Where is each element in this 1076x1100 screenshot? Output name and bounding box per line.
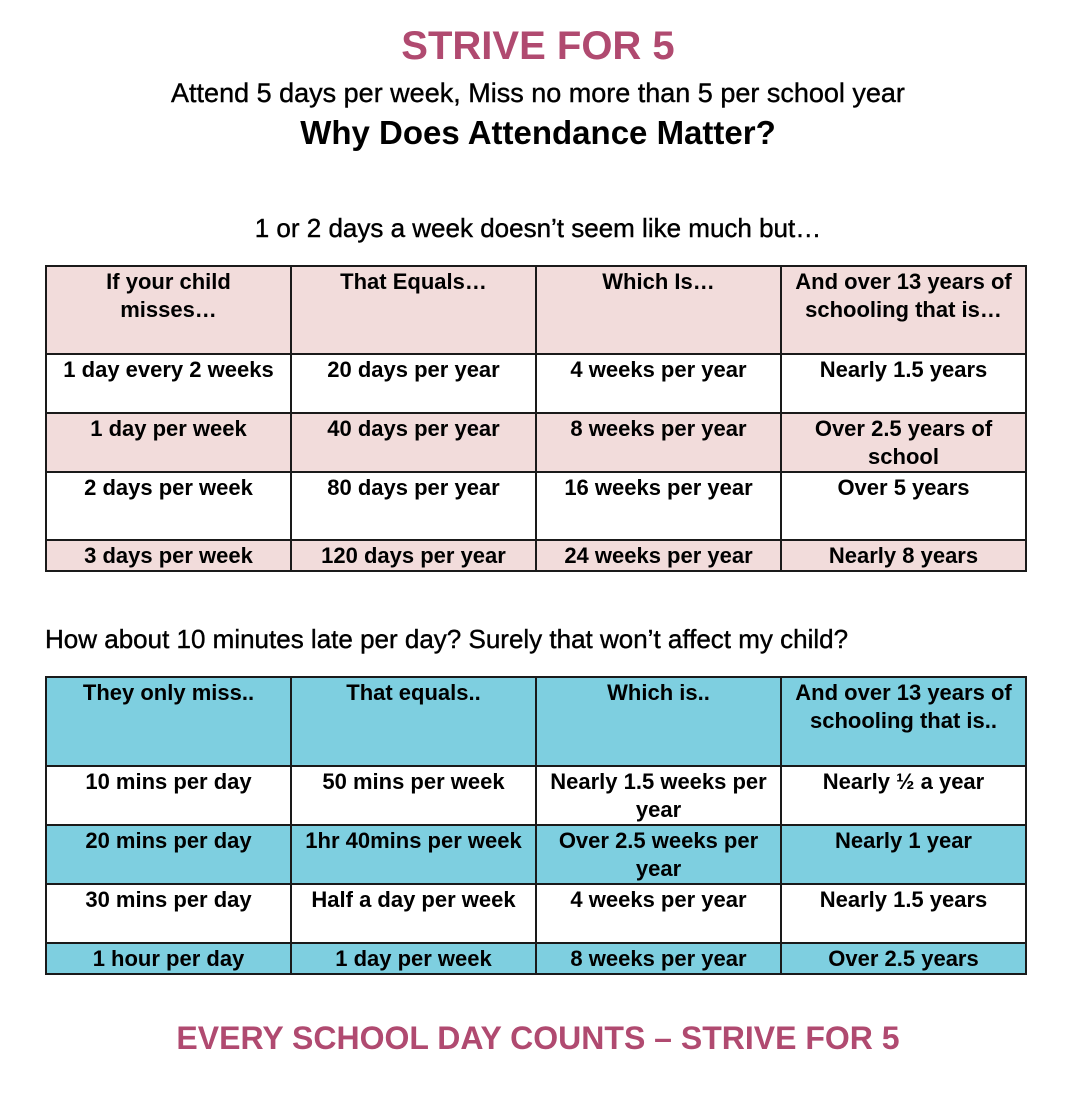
column-header: If your child misses… (46, 266, 291, 354)
table-cell: Nearly ½ a year (781, 766, 1026, 825)
table-cell: Over 2.5 years (781, 943, 1026, 974)
table-row (46, 413, 1026, 472)
table-cell: Nearly 1.5 weeks per year (536, 766, 781, 825)
table-row (46, 943, 1026, 974)
table-cell: 3 days per week (46, 540, 291, 571)
table-cell: 1 day every 2 weeks (46, 354, 291, 413)
section1-intro: 1 or 2 days a week doesn’t seem like much but… (254, 213, 822, 243)
table-cell: 1 day per week (46, 413, 291, 472)
table-cell: Nearly 1 year (781, 825, 1026, 884)
table-cell: 16 weeks per year (536, 472, 781, 540)
column-header: And over 13 years of schooling that is… (781, 266, 1026, 354)
page-subtitle: Attend 5 days per week, Miss no more than 5 per school year (171, 78, 905, 108)
table-row (46, 884, 1026, 943)
table-cell: 2 days per week (46, 472, 291, 540)
table-row (46, 472, 1026, 540)
table-cell: 20 days per year (291, 354, 536, 413)
table-cell: Over 2.5 years of school (781, 413, 1026, 472)
table-header-row (46, 266, 1026, 354)
table-cell: 8 weeks per year (536, 943, 781, 974)
minutes-late-table (45, 676, 1027, 975)
table-cell: 1 hour per day (46, 943, 291, 974)
table-cell: 80 days per year (291, 472, 536, 540)
table-cell: 8 weeks per year (536, 413, 781, 472)
table-cell: 20 mins per day (46, 825, 291, 884)
table-header-row (46, 677, 1026, 766)
table-cell: Nearly 1.5 years (781, 354, 1026, 413)
table-cell: 30 mins per day (46, 884, 291, 943)
section2-intro: How about 10 minutes late per day? Surely that won’t affect my child? (45, 624, 849, 654)
column-header: Which is.. (536, 677, 781, 766)
table-row (46, 766, 1026, 825)
table-cell: Nearly 1.5 years (781, 884, 1026, 943)
table-cell: 4 weeks per year (536, 884, 781, 943)
page-title: STRIVE FOR 5 (401, 24, 675, 68)
column-header: They only miss.. (46, 677, 291, 766)
table-cell: Over 2.5 weeks per year (536, 825, 781, 884)
table-cell: 4 weeks per year (536, 354, 781, 413)
column-header: That Equals… (291, 266, 536, 354)
table-row (46, 354, 1026, 413)
table-cell: 120 days per year (291, 540, 536, 571)
column-header: That equals.. (291, 677, 536, 766)
days-missed-table (45, 265, 1027, 572)
table-cell: 40 days per year (291, 413, 536, 472)
column-header: Which Is… (536, 266, 781, 354)
column-header: And over 13 years of schooling that is.. (781, 677, 1026, 766)
table-cell: Over 5 years (781, 472, 1026, 540)
table-cell: Nearly 8 years (781, 540, 1026, 571)
table-cell: 24 weeks per year (536, 540, 781, 571)
page-heading: Why Does Attendance Matter? (300, 114, 776, 151)
table-row (46, 540, 1026, 571)
footer-slogan: EVERY SCHOOL DAY COUNTS – STRIVE FOR 5 (176, 1020, 900, 1056)
table-cell: 1 day per week (291, 943, 536, 974)
table-cell: 10 mins per day (46, 766, 291, 825)
table-row (46, 825, 1026, 884)
table-cell: Half a day per week (291, 884, 536, 943)
table-cell: 1hr 40mins per week (291, 825, 536, 884)
table-cell: 50 mins per week (291, 766, 536, 825)
